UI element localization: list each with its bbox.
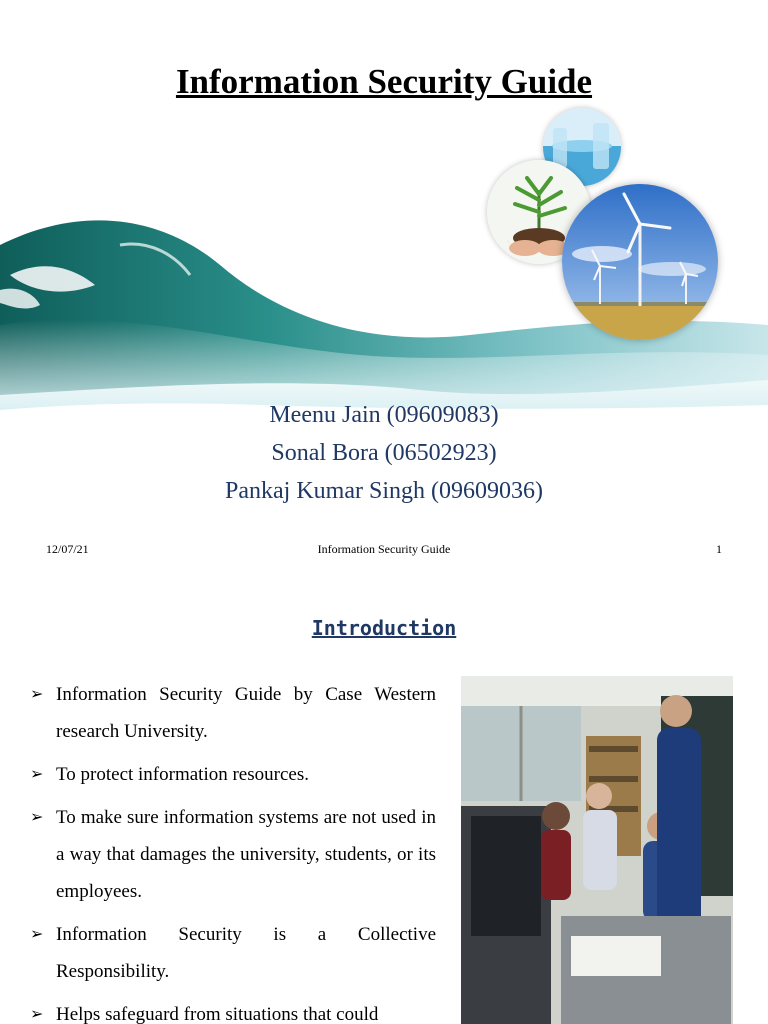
arrow-bullet-icon: ➢ — [30, 1006, 44, 1023]
footer-page-number: 1 — [716, 542, 722, 556]
footer-date: 12/07/21 — [46, 542, 89, 556]
wind-turbines-photo — [562, 184, 718, 340]
list-item: ➢ Helps safeguard from situations that could — [30, 996, 436, 1024]
list-item: ➢ Information Security is a Collective Responsibility. — [30, 916, 436, 990]
author-2: Sonal Bora (06502923) — [271, 440, 497, 466]
author-3: Pankaj Kumar Singh (09609036) — [225, 478, 543, 504]
arrow-bullet-icon: ➢ — [30, 809, 44, 826]
introduction-slide — [0, 576, 768, 1024]
bullet-list — [30, 676, 436, 1024]
arrow-bullet-icon: ➢ — [30, 926, 44, 943]
footer-title: Information Security Guide — [317, 542, 451, 556]
list-item: ➢ To make sure information systems are not used in a way that damages the university, students, or its employees. — [30, 799, 436, 910]
list-item: ➢ To protect information resources. — [30, 756, 436, 793]
slide-title: Introduction — [311, 616, 457, 640]
author-1: Meenu Jain (09609083) — [269, 402, 499, 428]
slide-title: Information Security Guide — [175, 62, 593, 101]
classroom-photo — [461, 676, 733, 1024]
arrow-bullet-icon: ➢ — [30, 686, 44, 703]
arrow-bullet-icon: ➢ — [30, 766, 44, 783]
list-item: ➢ Information Security Guide by Case Western research University. — [30, 676, 436, 750]
